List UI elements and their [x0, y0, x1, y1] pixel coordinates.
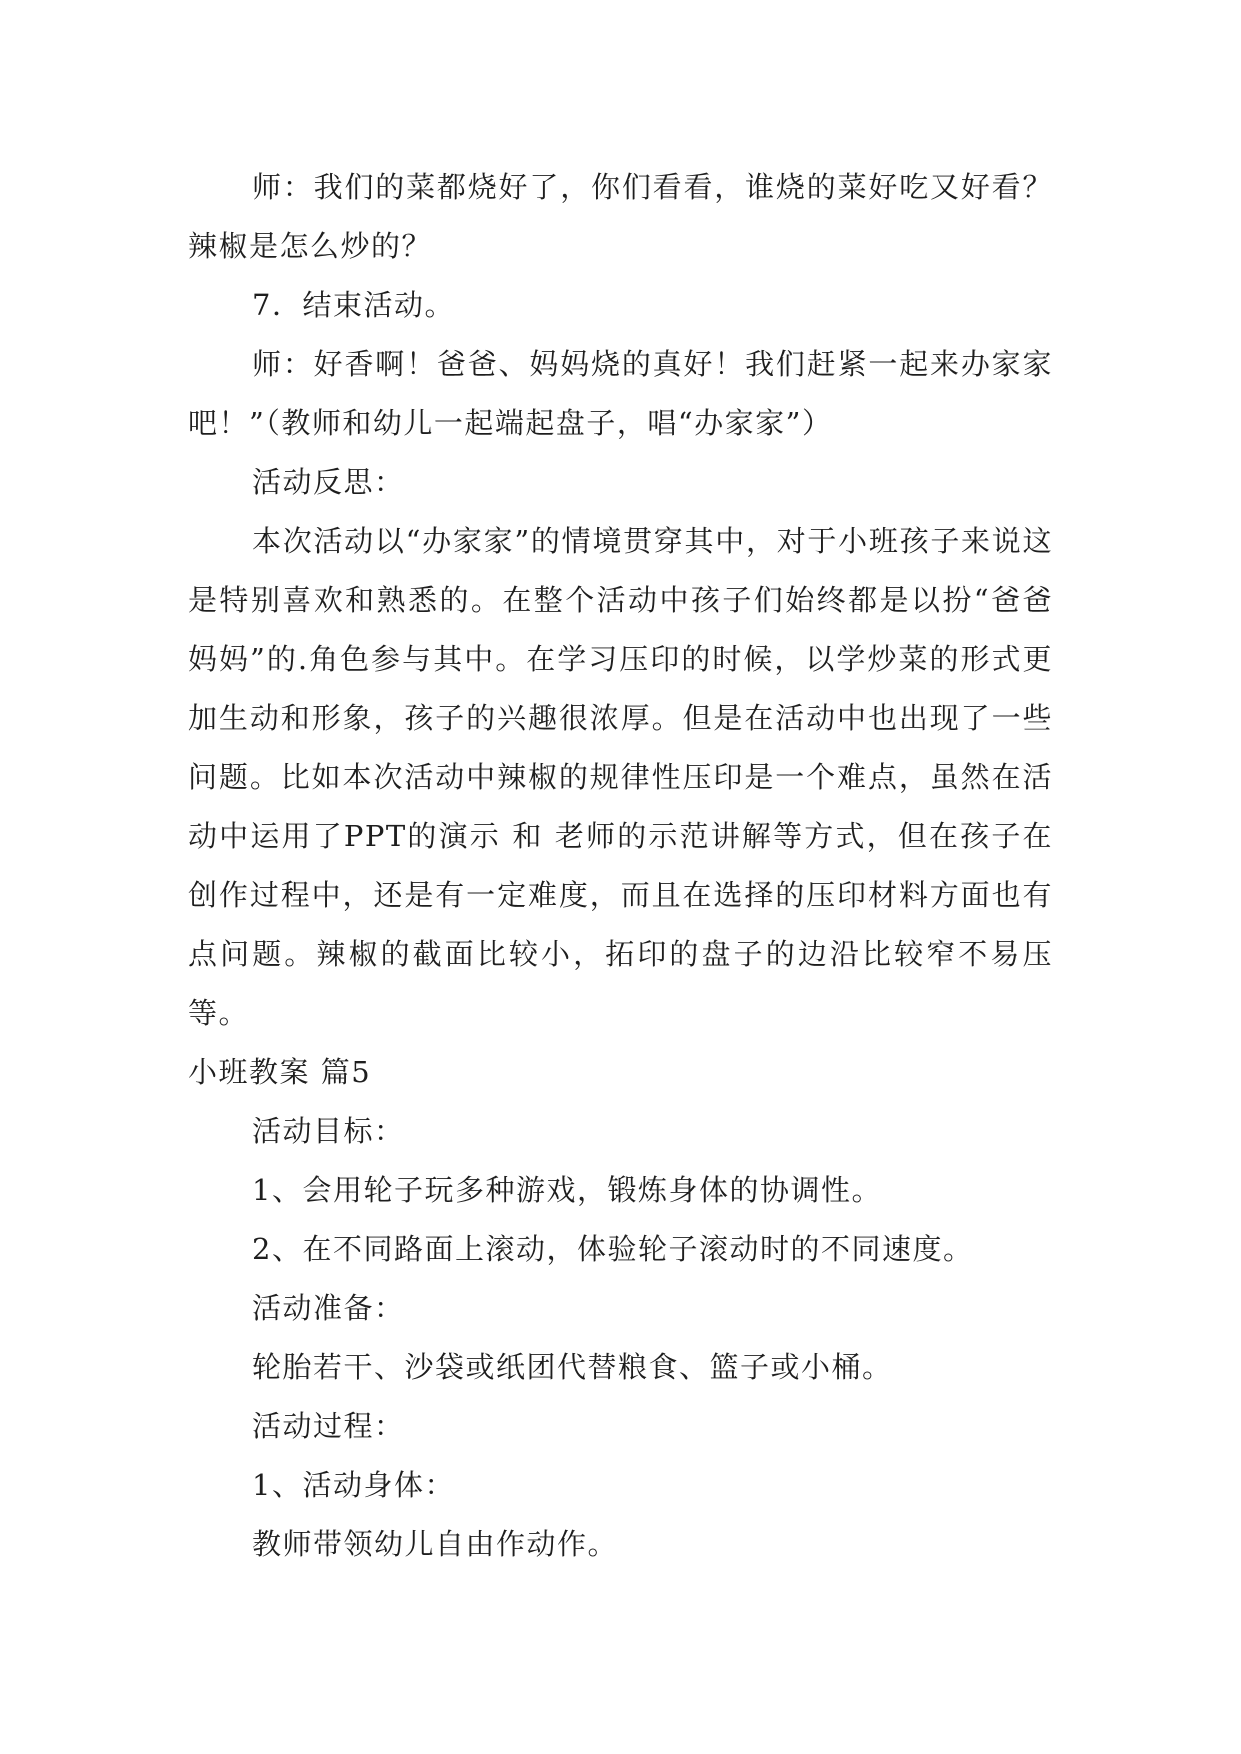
process-step-1: 1、活动身体：: [252, 1468, 455, 1502]
section-heading-goals: 活动目标：: [252, 1114, 405, 1148]
section-heading-preparation: 活动准备：: [252, 1291, 405, 1325]
process-step-1-detail: 教师带领幼儿自由作动作。: [252, 1527, 619, 1561]
goal-item-1: 1、会用轮子玩多种游戏，锻炼身体的协调性。: [252, 1173, 882, 1207]
paragraph-teacher-dialogue: 师：我们的菜都烧好了，你们看看，谁烧的菜好吃又好看？辣椒是怎么炒的？: [188, 170, 1053, 263]
section-heading-reflection: 活动反思：: [252, 465, 405, 499]
lesson-plan-title: 小班教案 篇5: [188, 1055, 372, 1089]
preparation-materials: 轮胎若干、沙袋或纸团代替粮食、篮子或小桶。: [252, 1350, 893, 1384]
document-body: [188, 158, 1053, 1574]
paragraph-teacher-closing: 师：好香啊！爸爸、妈妈烧的真好！我们赶紧一起来办家家吧！”（教师和幼儿一起端起盘子，唱“办家家”）: [188, 347, 1053, 440]
paragraph-reflection: 本次活动以“办家家”的情境贯穿其中，对于小班孩子来说这是特别喜欢和熟悉的。在整个活动中孩子们始终都是以扮“爸爸妈妈”的.角色参与其中。在学习压印的时候，以学炒菜的形式更加生动和形象，孩子的兴趣很浓厚。但是在活动中也出现了一些问题。比如本次活动中辣椒的规律性压印是一个难点，虽然在活动中运用了PPT的演示 和 老师的示范讲解等方式，但在孩子在创作过程中，还是有一定难度，而且在选择的压印材料方面也有点问题。辣椒的截面比较小，拓印的盘子的边沿比较窄不易压等。: [188, 524, 1053, 1030]
step-end-activity: 7．结束活动。: [252, 288, 455, 322]
section-heading-process: 活动过程：: [252, 1409, 405, 1443]
goal-item-2: 2、在不同路面上滚动，体验轮子滚动时的不同速度。: [252, 1232, 974, 1266]
